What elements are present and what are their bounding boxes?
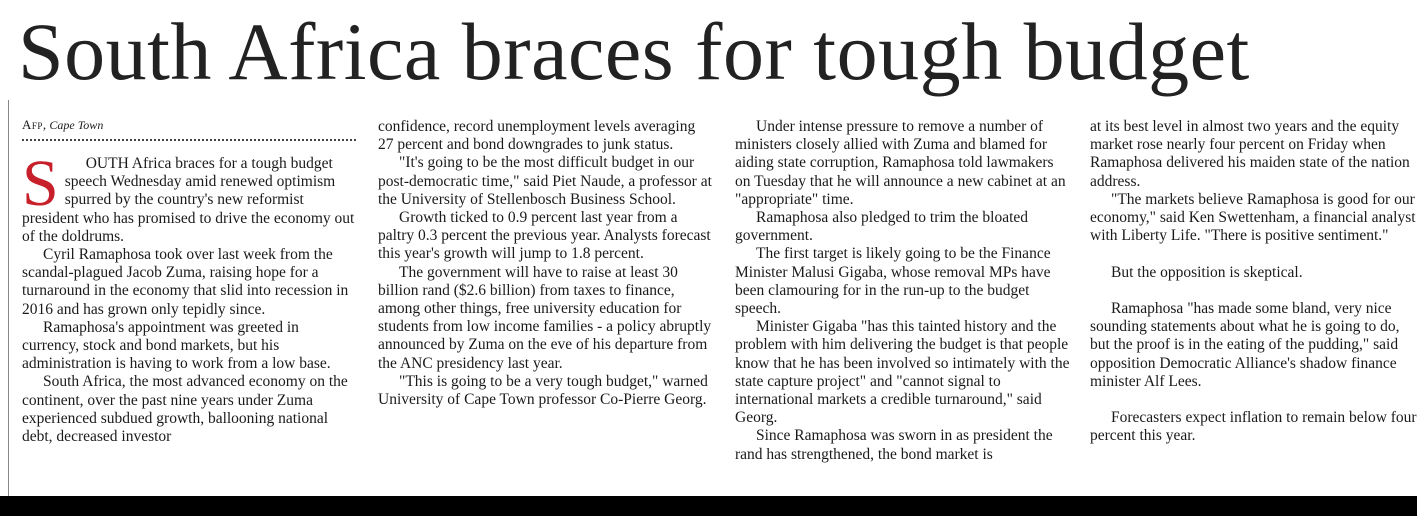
article-column-4 xyxy=(1090,118,1417,446)
paragraph: Ramaphosa also pledged to trim the bloated government. xyxy=(735,209,1029,245)
drop-cap: S xyxy=(22,147,59,220)
paragraph: "It's going to be the most difficult budget in our post-democratic time," said Piet Naude, a professor at the University of Stellenbosch Business School. xyxy=(378,154,712,208)
paragraph: "This is going to be a very tough budget," warned University of Cape Town professor Co-Pierre Georg. xyxy=(378,372,708,409)
paragraph: "The markets believe Ramaphosa is good for our economy," said Ken Swettenham, a financial analyst with Liberty Life. "There is positive sentiment." xyxy=(1090,190,1416,245)
paragraph: Growth ticked to 0.9 percent last year from a paltry 0.3 percent the previous year. Analysts forecast this year's growth will jump to 1.8 percent. xyxy=(378,209,711,263)
paragraph: Minister Gigaba "has this tainted history and the problem with him delivering the budget is that people know that he has been involved so intimately with the state capture project" and "cannot signal to international markets a credible turnaround," said Georg. xyxy=(735,318,1070,427)
paragraph: Ramaphosa's appointment was greeted in currency, stock and bond markets, but his administration is having to work from a low base. xyxy=(22,318,331,373)
paragraph: S OUTH Africa braces for a tough budget speech Wednesday amid renewed optimism spurred by the country's new reformist president who has promised to drive the economy out of the doldrums. xyxy=(22,155,356,246)
paragraph: Cyril Ramaphosa took over last week from the scandal-plagued Jacob Zuma, raising hope for a turnaround in the economy that slid into recession in 2016 and has grown only tepidly since. xyxy=(22,246,349,318)
bottom-bar xyxy=(0,496,1417,516)
paragraph: confidence, record unemployment levels averaging 27 percent and bond downgrades to junk status. xyxy=(378,118,696,154)
article-column-3 xyxy=(735,118,1071,464)
paragraph: The government will have to raise at least 30 billion rand ($2.6 billion) from taxes to finance, among other things, free university education for students from low income families - a policy abruptly announced by Zuma on the eve of his departure from the ANC presidency last year. xyxy=(378,263,712,372)
article-column-1 xyxy=(22,147,356,446)
paragraph: Forecasters expect inflation to remain below four percent this year. xyxy=(1090,409,1417,445)
paragraph: at its best level in almost two years and the equity market rose nearly four percent on Friday when Ramaphosa delivered his maiden state of the nation address. xyxy=(1090,118,1410,190)
paragraph: Ramaphosa "has made some bland, very nice sounding statements about what he is going to do, but the proof is in the eating of the pudding," said opposition Democratic Alliance's shadow finance minister Alf Lees. xyxy=(1090,300,1400,390)
paragraph: Under intense pressure to remove a number of ministers closely allied with Zuma and blamed for aiding state corruption, Ramaphosa told lawmakers on Tuesday that he will announce a new cabinet at an "appropriate" time. xyxy=(735,118,1066,208)
dotted-divider xyxy=(22,139,356,141)
paragraph: South Africa, the most advanced economy on the continent, over the past nine years under Zuma experienced subdued growth, ballooning national debt, decreased investor xyxy=(22,373,348,446)
byline-agency: Afp xyxy=(22,117,43,132)
byline-place: Cape Town xyxy=(49,118,104,132)
byline: Afp, Cape Town xyxy=(22,117,104,132)
paragraph: Since Ramaphosa was sworn in as president the rand has strengthened, the bond market is xyxy=(735,427,1053,463)
article-column-2 xyxy=(378,118,714,409)
paragraph: The first target is likely going to be the Finance Minister Malusi Gigaba, whose removal MPs have been clamouring for in the run-up to the budget speech. xyxy=(735,245,1051,318)
headline: South Africa braces for tough budget xyxy=(18,6,1250,97)
paragraph: But the opposition is skeptical. xyxy=(1111,263,1303,281)
